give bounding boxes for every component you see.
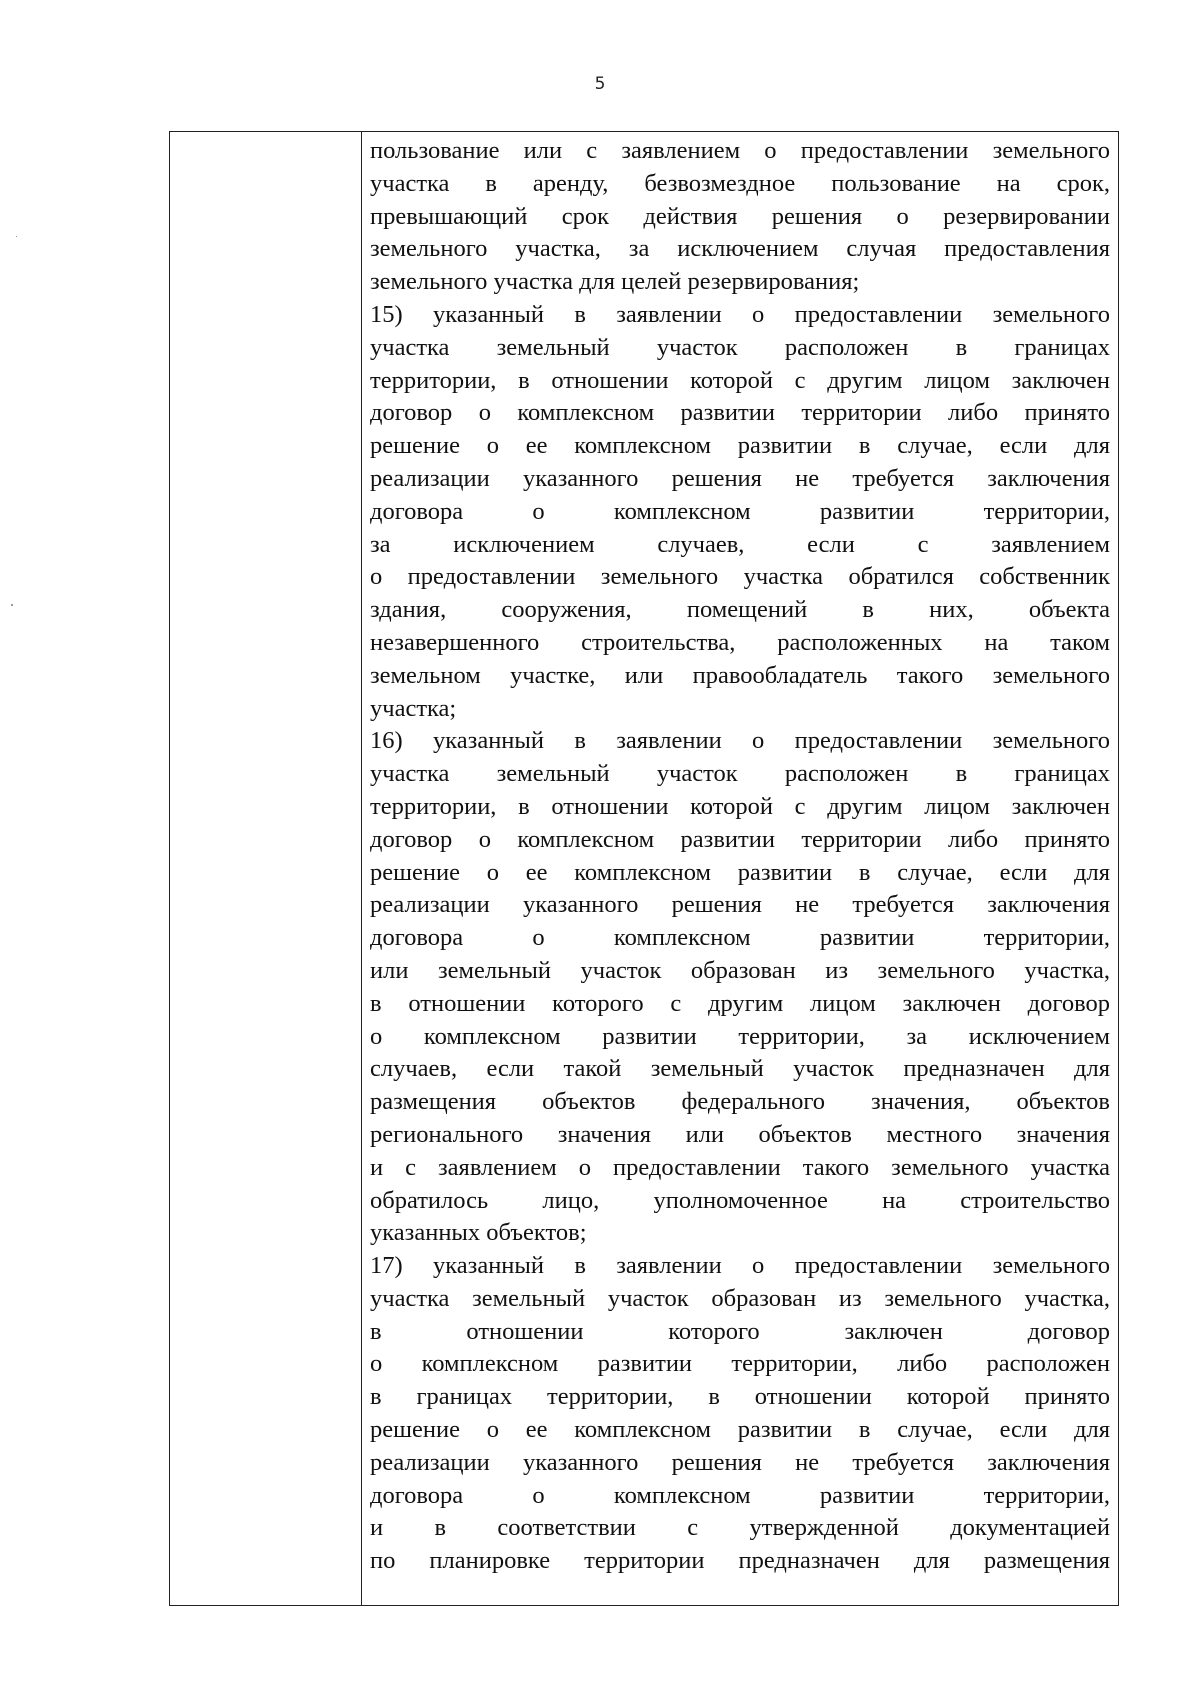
page-number: 5 (594, 74, 606, 94)
text-line: территории, в отношении которой с другим лицом заключен (370, 792, 1110, 820)
table-text-column (362, 132, 1118, 1605)
text-line: размещения объектов федерального значения, объектов (370, 1088, 1110, 1116)
text-line: договора о комплексном развитии территории, (370, 497, 1110, 525)
text-line: земельного участка для целей резервирования; (370, 268, 860, 296)
text-line: о предоставлении земельного участка обратился собственник (370, 563, 1110, 591)
text-line: или земельный участок образован из земельного участка, (370, 956, 1110, 984)
table-left-column (170, 132, 362, 1605)
text-line: и с заявлением о предоставлении такого земельного участка (370, 1153, 1110, 1181)
text-line: о комплексном развитии территории, за исключением (370, 1022, 1110, 1050)
text-line: превышающий срок действия решения о резервировании (370, 202, 1110, 230)
text-line: за исключением случаев, если с заявлением (370, 530, 1110, 558)
text-line: решение о ее комплексном развитии в случае, если для (370, 858, 1110, 886)
text-line: незавершенного строительства, расположенных на таком (370, 628, 1110, 656)
document-table (169, 131, 1119, 1606)
text-line: 16) указанный в заявлении о предоставлении земельного (370, 727, 1110, 755)
text-line: по планировке территории предназначен для размещения (370, 1547, 1110, 1575)
text-line: в отношении которого с другим лицом заключен договор (370, 989, 1110, 1017)
text-line: договора о комплексном развитии территории, (370, 1481, 1110, 1509)
text-line: участка в аренду, безвозмездное пользование на срок, (370, 169, 1110, 197)
text-line: обратилось лицо, уполномоченное на строительство (370, 1186, 1110, 1214)
text-line: участка земельный участок расположен в границах (370, 333, 1110, 361)
text-line: участка; (370, 694, 457, 722)
text-line: участка земельный участок расположен в границах (370, 760, 1110, 788)
text-line: реализации указанного решения не требуется заключения (370, 1448, 1110, 1476)
text-line: реализации указанного решения не требуется заключения (370, 891, 1110, 919)
text-line: о комплексном развитии территории, либо расположен (370, 1350, 1110, 1378)
text-line: здания, сооружения, помещений в них, объекта (370, 596, 1110, 624)
text-line: земельном участке, или правообладатель такого земельного (370, 661, 1110, 689)
text-line: 17) указанный в заявлении о предоставлении земельного (370, 1252, 1110, 1280)
text-line: участка земельный участок образован из земельного участка, (370, 1284, 1110, 1312)
text-line: и в соответствии с утвержденной документацией (370, 1514, 1110, 1542)
scan-speck (11, 604, 13, 606)
text-line: договор о комплексном развитии территории либо принято (370, 399, 1110, 427)
scan-speck (16, 236, 17, 237)
text-line: регионального значения или объектов местного значения (370, 1120, 1110, 1148)
text-line: договор о комплексном развитии территории либо принято (370, 825, 1110, 853)
text-line: решение о ее комплексном развитии в случае, если для (370, 432, 1110, 460)
text-line: 15) указанный в заявлении о предоставлении земельного (370, 300, 1110, 328)
text-line: в границах территории, в отношении которой принято (370, 1383, 1110, 1411)
text-line: территории, в отношении которой с другим лицом заключен (370, 366, 1110, 394)
text-line: случаев, если такой земельный участок предназначен для (370, 1055, 1110, 1083)
text-line: договора о комплексном развитии территории, (370, 924, 1110, 952)
text-line: решение о ее комплексном развитии в случае, если для (370, 1416, 1110, 1444)
text-line: пользование или с заявлением о предоставлении земельного (370, 137, 1110, 164)
text-line: земельного участка, за исключением случая предоставления (370, 235, 1110, 263)
text-line: в отношении которого заключен договор (370, 1317, 1110, 1345)
text-line: реализации указанного решения не требуется заключения (370, 464, 1110, 492)
text-line: указанных объектов; (370, 1219, 587, 1247)
